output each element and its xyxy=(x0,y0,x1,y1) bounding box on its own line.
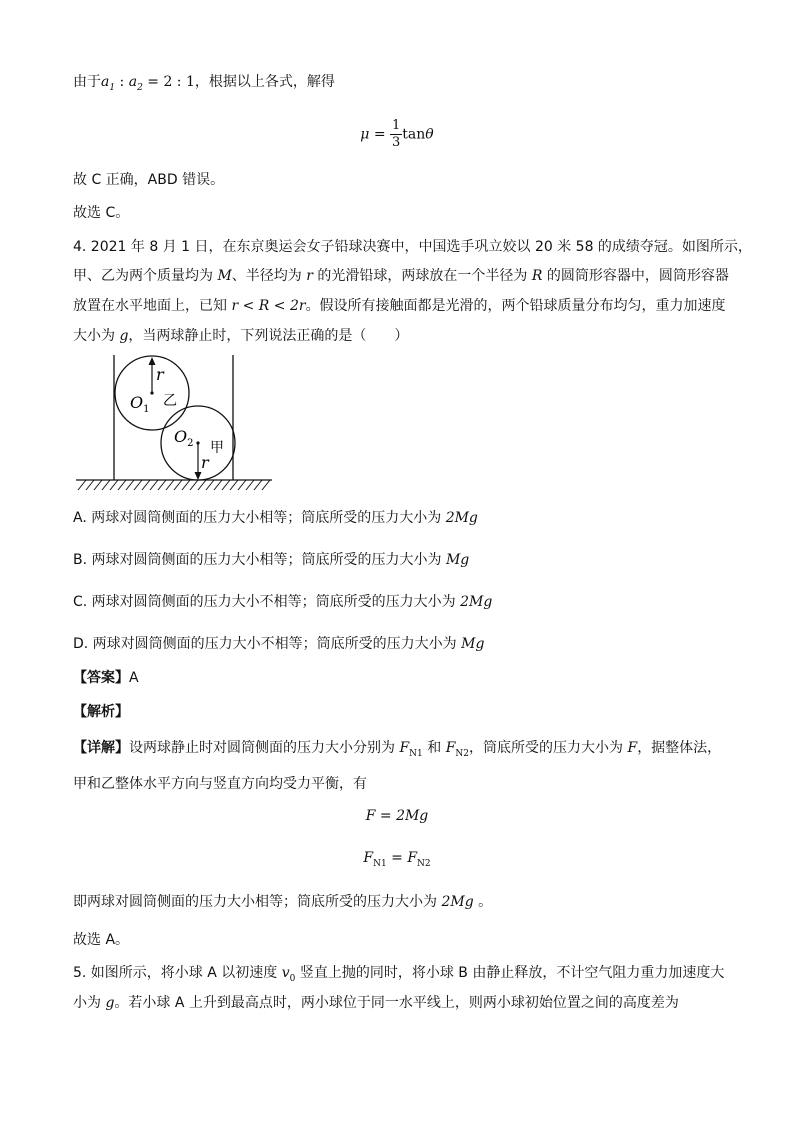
conclusion-line: 即两球对圆筒侧面的压力大小相等；筒底所受的压力大小为 2Mg 。 xyxy=(73,894,493,910)
option-a: A. 两球对圆筒侧面的压力大小相等；筒底所受的压力大小为 2Mg xyxy=(73,510,478,526)
q5-line-1: 5. 如图所示，将小球 A 以初速度 $v_0$ 竖直上抛的同时，将小球 B 由静止释放，不计空气阻力重力加速度大 xyxy=(73,965,725,984)
answer-line: 【答案】A xyxy=(73,670,139,686)
detail-line-1: 【详解】设两球静止时对圆筒侧面的压力大小分别为 $F_{N1}$ 和 $F_{N2}$，筒底所受的压力大小为 F，据整体法， xyxy=(73,740,722,759)
arrow-up-icon xyxy=(149,357,156,365)
ground-hatching xyxy=(78,480,270,490)
q4-line-3: 放置在水平地面上，已知 r < R < 2r。假设所有接触面都是光滑的，两个铅球质量分布均匀，重力加速度 xyxy=(73,298,726,314)
label-r-top: r xyxy=(156,365,164,384)
text-choose-c: 故选 C。 xyxy=(73,205,130,221)
arrow-down-icon xyxy=(195,472,202,480)
analysis-tag: 【解析】 xyxy=(73,704,129,720)
label-r-bottom: r xyxy=(201,453,209,472)
option-d: D. 两球对圆筒侧面的压力大小不相等；筒底所受的压力大小为 Mg xyxy=(73,636,485,652)
text-ratio-line: 由于$a_1$ : $a_2 = 2$ : 1，根据以上各式，解得 xyxy=(73,74,335,93)
detail-line-2: 甲和乙整体水平方向与竖直方向均受力平衡，有 xyxy=(73,776,367,792)
q4-line-2: 甲、乙为两个质量均为 M、半径均为 r 的光滑铅球，两球放在一个半径为 R 的圆筒形容器中，圆筒形容器 xyxy=(73,268,729,284)
label-yi: 乙 xyxy=(163,393,177,409)
fraction: $\frac{1}{3}$ xyxy=(392,118,401,150)
q4-line-4: 大小为 g，当两球静止时，下列说法正确的是（ ） xyxy=(73,328,409,344)
equation-mu: μ = $\frac{1}{3}$ tanθ xyxy=(360,118,434,150)
label-jia: 甲 xyxy=(210,440,224,456)
label-o1: $O_1$ xyxy=(130,393,150,415)
equation-fn: $F_{N1} = F_{N2}$ xyxy=(363,850,431,869)
two-balls-cylinder-figure xyxy=(70,350,280,500)
q4-line-1: 4. 2021 年 8 月 1 日，在东京奥运会女子铅球决赛中，中国选手巩立姣以 20 米 58 的成绩夺冠。如图所示， xyxy=(73,239,752,255)
text-c-correct: 故 C 正确，ABD 错误。 xyxy=(73,172,225,188)
option-b: B. 两球对圆筒侧面的压力大小相等；筒底所受的压力大小为 Mg xyxy=(73,552,470,568)
equation-f: F = 2Mg xyxy=(365,808,429,824)
option-c: C. 两球对圆筒侧面的压力大小不相等；筒底所受的压力大小为 2Mg xyxy=(73,594,493,610)
q5-line-2: 小为 g。若小球 A 上升到最高点时，两小球位于同一水平线上，则两小球初始位置之间的高度差为 xyxy=(73,995,679,1011)
text-choose-a: 故选 A。 xyxy=(73,932,130,948)
label-o2: $O_2$ xyxy=(174,427,194,449)
